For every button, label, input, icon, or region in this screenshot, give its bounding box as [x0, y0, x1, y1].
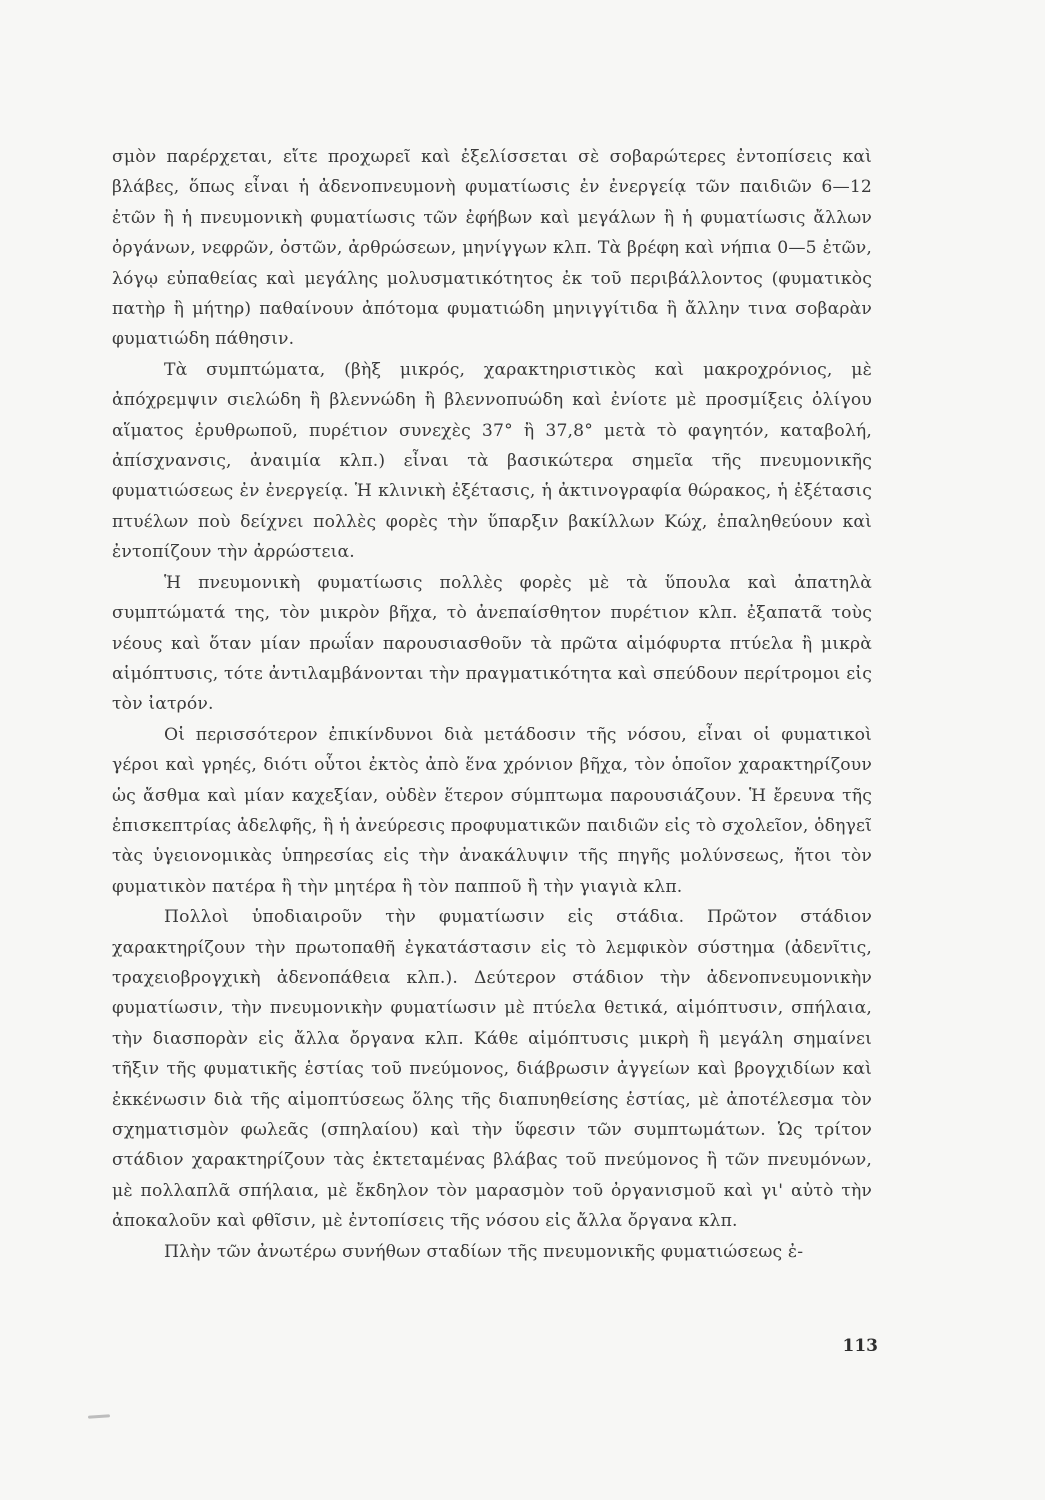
page-number: 113 [842, 1336, 878, 1356]
scan-artifact [88, 1414, 110, 1419]
paragraph-5: Πολλοὶ ὑποδιαιροῦν τὴν φυματίωσιν εἰς στάδια. Πρῶτον στάδιον χαρακτηρίζουν τὴν πρωτοπαθῆ ἐγκατάστασιν εἰς τὸ λεμφικὸν σύστημα (ἀδενῖτις, τραχειοβρογχικὴ ἀδενοπάθεια κλπ.). Δεύτερον στάδιον τὴν ἀδενοπνευμονικὴν φυματίωσιν, τὴν πνευμονικὴν φυματίωσιν μὲ πτύελα θετικά, αἱμόπτυσιν, σπήλαια, τὴν διασπορὰν εἰς ἄλλα ὄργανα κλπ. Κάθε αἱμόπτυσις μικρὴ ἢ μεγάλη σημαίνει τῆξιν τῆς φυματικῆς ἑστίας τοῦ πνεύμονος, διάβρωσιν ἀγγείων καὶ βρογχιδίων καὶ ἐκκένωσιν διὰ τῆς αἱμοπτύσεως ὅλης τῆς διαπυηθείσης ἑστίας, μὲ ἀποτέλεσμα τὸν σχηματισμὸν φωλεᾶς (σπηλαίου) καὶ τὴν ὕφεσιν τῶν συμπτωμάτων. Ὡς τρίτον στάδιον χαρακτηρίζουν τὰς ἐκτεταμένας βλάβας τοῦ πνεύμονος ἢ τῶν πνευμόνων, μὲ πολλαπλᾶ σπήλαια, μὲ ἔκδηλον τὸν μαρασμὸν τοῦ ὀργανισμοῦ καὶ γι' αὐτὸ τὴν ἀποκαλοῦν καὶ φθῖσιν, μὲ ἐντοπίσεις τῆς νόσου εἰς ἄλλα ὄργανα κλπ. [112, 907, 872, 1232]
paragraph-3: Ἡ πνευμονικὴ φυματίωσις πολλὲς φορὲς μὲ τὰ ὕπουλα καὶ ἀπατηλὰ συμπτώματά της, τὸν μικρὸν βῆχα, τὸ ἀνεπαίσθητον πυρέτιον κλπ. ἐξαπατᾶ τοὺς νέους καὶ ὅταν μίαν πρωΐαν παρουσιασθοῦν τὰ πρῶτα αἱμόφυρτα πτύελα ἢ μικρὰ αἱμόπτυσις, τότε ἀντιλαμβάνονται τὴν πραγματικότητα καὶ σπεύδουν περίτρομοι εἰς τὸν ἰατρόν. [112, 572, 872, 715]
paragraph-2: Τὰ συμπτώματα, (βὴξ μικρός, χαρακτηριστικὸς καὶ μακροχρόνιος, μὲ ἀπόχρεμψιν σιελώδη ἢ βλεννώδη ἢ βλεννοπυώδη καὶ ἐνίοτε μὲ προσμίξεις ὀλίγου αἵματος ἐρυθρωποῦ, πυρέτιον συνεχὲς 37° ἢ 37,8° μετὰ τὸ φαγητόν, καταβολή, ἀπίσχνανσις, ἀναιμία κλπ.) εἶναι τὰ βασικώτερα σημεῖα τῆς πνευμονικῆς φυματιώσεως ἐν ἐνεργείᾳ. Ἡ κλινικὴ ἐξέτασις, ἡ ἀκτινογραφία θώρακος, ἡ ἐξέτασις πτυέλων ποὺ δείχνει πολλὲς φορὲς τὴν ὕπαρξιν βακίλλων Κώχ, ἐπαληθεύουν καὶ ἐντοπίζουν τὴν ἀρρώστεια. [112, 359, 872, 563]
paragraph-4: Οἱ περισσότερον ἐπικίνδυνοι διὰ μετάδοσιν τῆς νόσου, εἶναι οἱ φυματικοὶ γέροι καὶ γρηές, διότι οὗτοι ἐκτὸς ἀπὸ ἕνα χρόνιον βῆχα, τὸν ὁποῖον χαρακτηρίζουν ὡς ἄσθμα καὶ μίαν καχεξίαν, οὐδὲν ἕτερον σύμπτωμα παρουσιάζουν. Ἡ ἔρευνα τῆς ἐπισκεπτρίας ἀδελφῆς, ἢ ἡ ἀνεύρεσις προφυματικῶν παιδιῶν εἰς τὸ σχολεῖον, ὁδηγεῖ τὰς ὑγειονομικὰς ὑπηρεσίας εἰς τὴν ἀνακάλυψιν τῆς πηγῆς μολύνσεως, ἤτοι τὸν φυματικὸν πατέρα ἢ τὴν μητέρα ἢ τὸν παπποῦ ἢ τὴν γιαγιὰ κλπ. [112, 724, 872, 897]
body-text [112, 142, 872, 1267]
paragraph-1: σμὸν παρέρχεται, εἴτε προχωρεῖ καὶ ἐξελίσσεται σὲ σοβαρώτερες ἐντοπίσεις καὶ βλάβες, ὅπως εἶναι ἡ ἀδενοπνευμονὴ φυματίωσις ἐν ἐνεργείᾳ τῶν παιδιῶν 6—12 ἐτῶν ἢ ἡ πνευμονικὴ φυματίωσις τῶν ἐφήβων καὶ μεγάλων ἢ ἡ φυματίωσις ἄλλων ὀργάνων, νεφρῶν, ὀστῶν, ἀρθρώσεων, μηνίγγων κλπ. Τὰ βρέφη καὶ νήπια 0—5 ἐτῶν, λόγῳ εὐπαθείας καὶ μεγάλης μολυσματικότητος ἐκ τοῦ περιβάλλοντος (φυματικὸς πατὴρ ἢ μήτηρ) παθαίνουν ἀπότομα φυματιώδη μηνιγγίτιδα ἢ ἄλλην τινα σοβαρὰν φυματιώδη πάθησιν. [112, 147, 872, 350]
paragraph-6: Πλὴν τῶν ἀνωτέρω συνήθων σταδίων τῆς πνευμονικῆς φυματιώσεως ἐ- [164, 1241, 804, 1262]
